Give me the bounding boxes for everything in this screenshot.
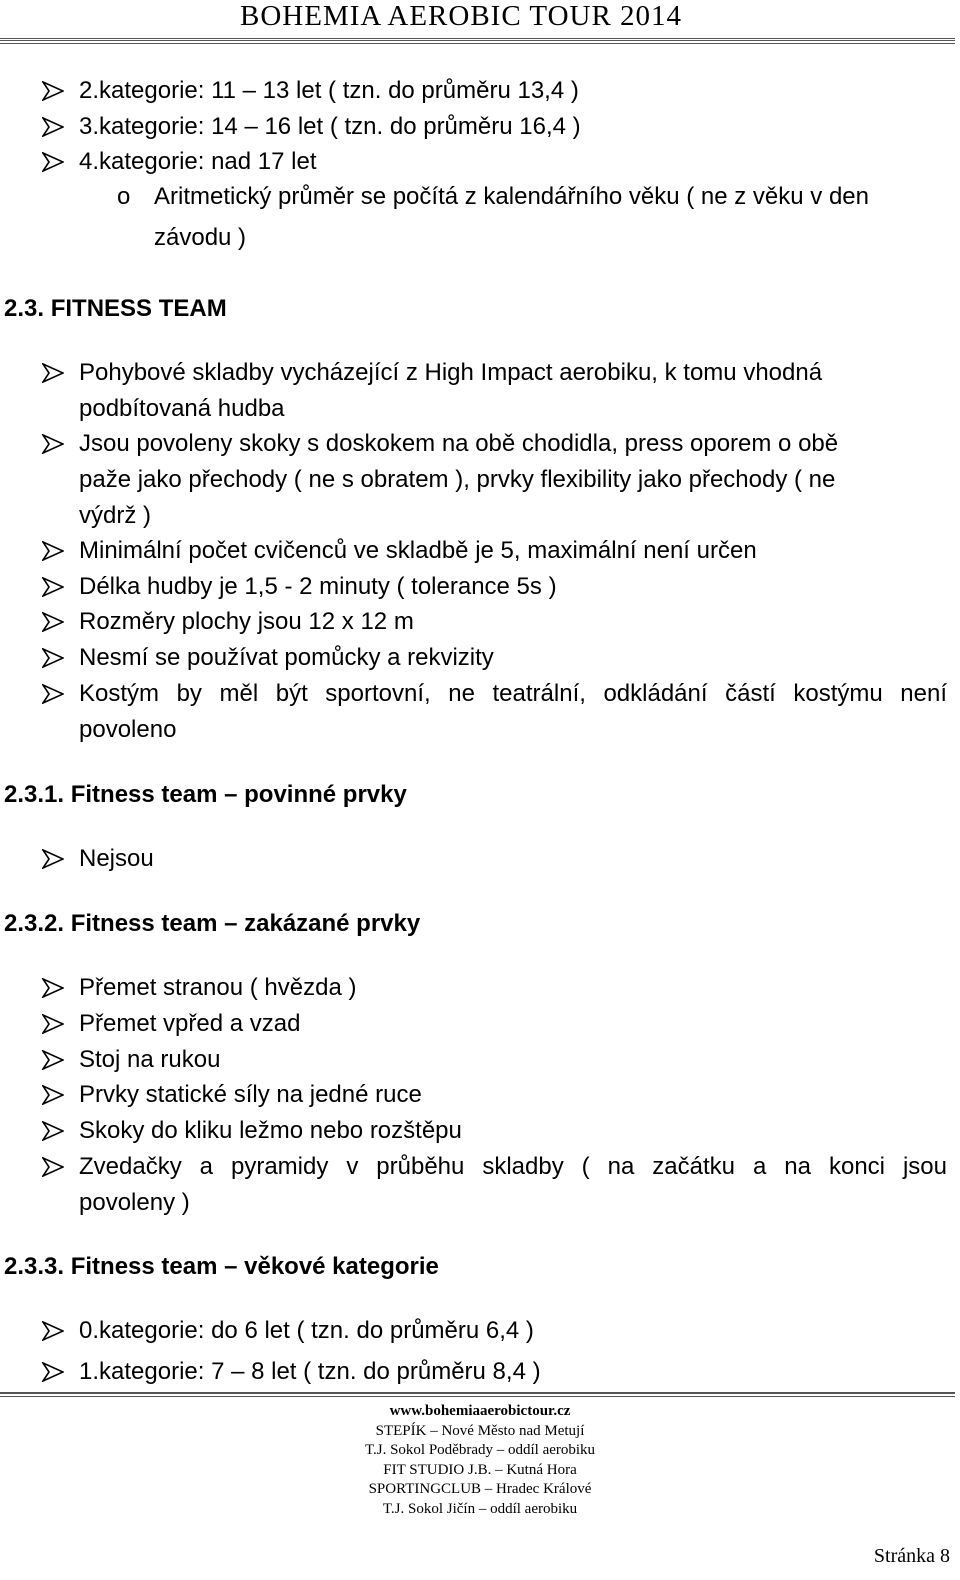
page-number: Stránka 8 (873, 1545, 950, 1567)
arrow-bullet-icon (42, 117, 66, 139)
page-header-title: BOHEMIA AEROBIC TOUR 2014 (240, 0, 683, 32)
arrow-bullet-icon (42, 1121, 66, 1143)
footer-club-line: SPORTINGCLUB – Hradec Králové (368, 1481, 592, 1497)
list-item: Stoj na rukou (79, 1046, 221, 1073)
arrow-bullet-icon (42, 81, 66, 103)
arrow-bullet-icon (42, 1157, 66, 1179)
list-item: Jsou povoleny skoky s doskokem na obě chodidla, press oporem o obě (79, 430, 839, 457)
footer-rule (0, 1392, 955, 1397)
arrow-bullet-icon (42, 684, 66, 706)
list-item: Nesmí se používat pomůcky a rekvizity (79, 644, 494, 671)
arrow-bullet-icon (42, 1050, 66, 1072)
list-item: Přemet stranou ( hvězda ) (79, 974, 357, 1001)
list-item-continuation: povoleno (79, 716, 177, 743)
subsection-heading: 2.3.1. Fitness team – povinné prvky (4, 781, 407, 808)
subsection-heading: 2.3.2. Fitness team – zakázané prvky (4, 910, 421, 937)
footer-website-link[interactable]: www.bohemiaaerobictour.cz (389, 1403, 571, 1419)
list-item-continuation: výdrž ) (79, 502, 151, 529)
list-item: Přemet vpřed a vzad (79, 1010, 301, 1037)
arrow-bullet-icon (42, 1014, 66, 1036)
arrow-bullet-icon (42, 1362, 66, 1384)
arrow-bullet-icon (42, 648, 66, 670)
footer-club-line: T.J. Sokol Poděbrady – oddíl aerobiku (364, 1442, 596, 1458)
arrow-bullet-icon (42, 152, 66, 174)
section-heading: 2.3. FITNESS TEAM (4, 295, 227, 322)
footer-club-line: STEPÍK – Nové Město nad Metují (375, 1422, 585, 1439)
arrow-bullet-icon (42, 577, 66, 599)
list-item: Rozměry plochy jsou 12 x 12 m (79, 608, 414, 635)
arrow-bullet-icon (42, 978, 66, 1000)
list-item: 0.kategorie: do 6 let ( tzn. do průměru 6,4 ) (79, 1317, 534, 1344)
list-item: Skoky do kliku ležmo nebo rozštěpu (79, 1117, 462, 1144)
page-footer (240, 1402, 720, 1519)
footer-club-line: FIT STUDIO J.B. – Kutná Hora (383, 1461, 577, 1478)
list-item-continuation: paže jako přechody ( ne s obratem ), prvky flexibility jako přechody ( ne (79, 466, 836, 493)
list-item: Minimální počet cvičenců ve skladbě je 5, maximální není určen (79, 537, 757, 564)
list-item-continuation: povoleny ) (79, 1189, 190, 1216)
list-item: Pohybové skladby vycházející z High Impact aerobiku, k tomu vhodná (79, 359, 823, 386)
footer-club-line: T.J. Sokol Jičín – oddíl aerobiku (382, 1500, 578, 1517)
arrow-bullet-icon (42, 1321, 66, 1343)
list-item-continuation: podbítovaná hudba (79, 395, 285, 422)
list-item: Zvedačky a pyramidy v průběhu skladby ( na začátku a na konci jsou (79, 1153, 947, 1180)
sub-list-item: Aritmetický průměr se počítá z kalendářního věku ( ne z věku v den (154, 183, 869, 210)
sub-bullet-marker: o (117, 183, 131, 210)
list-item: 4.kategorie: nad 17 let (79, 148, 317, 175)
arrow-bullet-icon (42, 1085, 66, 1107)
list-item: Kostým by měl být sportovní, ne teatrální, odkládání částí kostýmu není (79, 680, 947, 707)
subsection-heading: 2.3.3. Fitness team – věkové kategorie (4, 1253, 439, 1280)
arrow-bullet-icon (42, 363, 66, 385)
arrow-bullet-icon (42, 434, 66, 456)
list-item: Nejsou (79, 845, 154, 872)
list-item: 3.kategorie: 14 – 16 let ( tzn. do průměru 16,4 ) (79, 113, 581, 140)
list-item: Délka hudby je 1,5 - 2 minuty ( tolerance 5s ) (79, 573, 557, 600)
list-item: 1.kategorie: 7 – 8 let ( tzn. do průměru 8,4 ) (79, 1358, 541, 1385)
list-item: 2.kategorie: 11 – 13 let ( tzn. do průměru 13,4 ) (79, 77, 579, 104)
sub-list-item-continuation: závodu ) (154, 224, 247, 251)
list-item: Prvky statické síly na jedné ruce (79, 1081, 422, 1108)
arrow-bullet-icon (42, 541, 66, 563)
arrow-bullet-icon (42, 612, 66, 634)
arrow-bullet-icon (42, 849, 66, 871)
header-rule (0, 38, 955, 44)
